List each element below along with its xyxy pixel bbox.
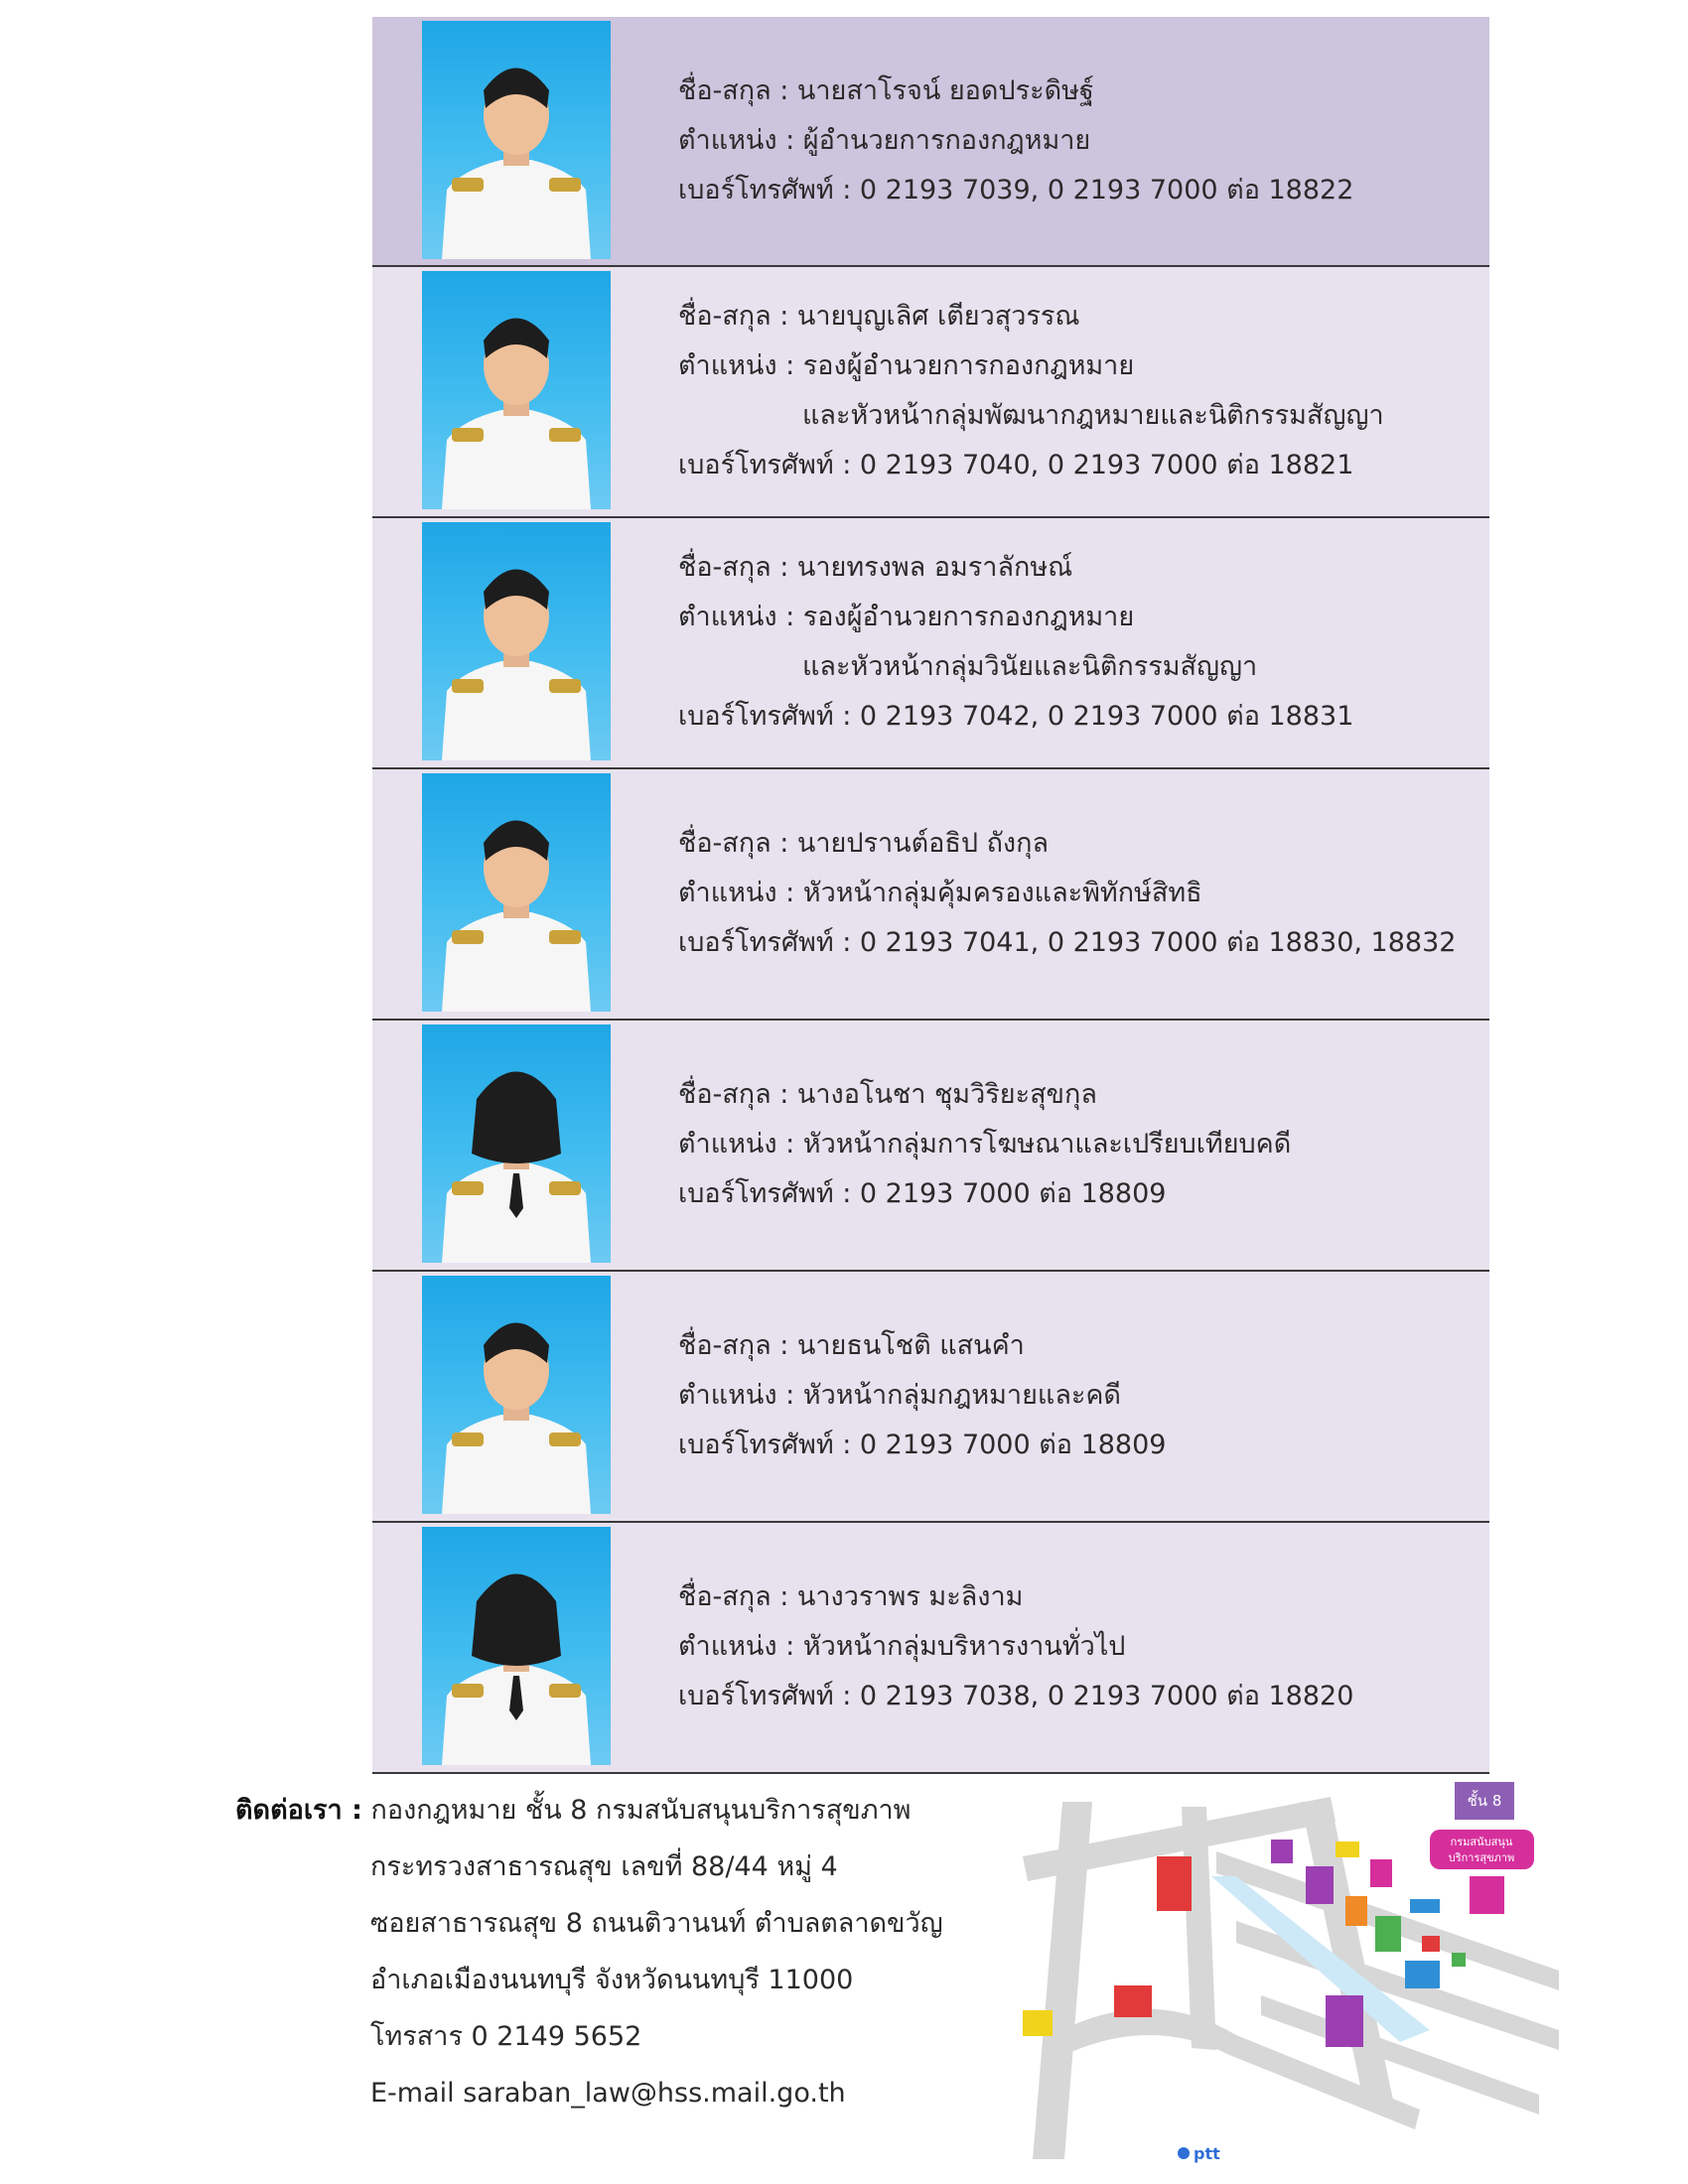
dept-badge-line: กรมสนับสนุน bbox=[1450, 1836, 1513, 1848]
map-hospital-building bbox=[1157, 1856, 1192, 1911]
map-building bbox=[1452, 1953, 1466, 1967]
staff-photo bbox=[422, 773, 611, 1012]
staff-position: ตำแหน่ง : รองผู้อำนวยการกองกฎหมาย bbox=[678, 602, 1135, 632]
staff-photo bbox=[422, 1024, 611, 1263]
staff-phone: เบอร์โทรศัพท์ : 0 2193 7000 ต่อ 18809 bbox=[678, 1430, 1167, 1460]
contact-address-line: กระทรวงสาธารณสุข เลขที่ 88/44 หมู่ 4 bbox=[370, 1851, 838, 1882]
map-building bbox=[1306, 1866, 1334, 1904]
staff-name: ชื่อ-สกุล : นายธนโชติ แสนคำ bbox=[678, 1330, 1025, 1361]
map-building bbox=[1326, 1995, 1363, 2047]
map-building bbox=[1405, 1961, 1440, 1988]
map-building bbox=[1345, 1896, 1367, 1926]
staff-name: ชื่อ-สกุล : นายทรงพล อมราลักษณ์ bbox=[678, 552, 1073, 583]
staff-row bbox=[372, 267, 1489, 518]
dept-badge-line: บริการสุขภาพ bbox=[1448, 1851, 1515, 1864]
staff-row bbox=[372, 769, 1489, 1021]
ptt-logo: ptt bbox=[1194, 2144, 1220, 2163]
staff-position-cont: และหัวหน้ากลุ่มพัฒนากฎหมายและนิติกรรมสัญญา bbox=[802, 400, 1384, 431]
map-building bbox=[1422, 1936, 1440, 1952]
staff-position-cont: และหัวหน้ากลุ่มวินัยและนิติกรรมสัญญา bbox=[802, 651, 1258, 682]
staff-info bbox=[678, 819, 1456, 968]
staff-info bbox=[678, 1572, 1353, 1721]
staff-name: ชื่อ-สกุล : นายปรานต์อธิป ถังกุล bbox=[678, 828, 1049, 859]
staff-position: ตำแหน่ง : หัวหน้ากลุ่มการโฆษณาและเปรียบเทียบคดี bbox=[678, 1129, 1292, 1160]
staff-directory-table bbox=[372, 17, 1489, 1774]
staff-photo bbox=[422, 522, 611, 760]
contact-block bbox=[235, 1782, 943, 2121]
contact-address-line: ซอยสาธารณสุข 8 ถนนติวานนท์ ตำบลตลาดขวัญ bbox=[370, 1908, 943, 1939]
staff-row bbox=[372, 1021, 1489, 1272]
staff-row bbox=[372, 1523, 1489, 1774]
staff-row bbox=[372, 17, 1489, 267]
map-building bbox=[1375, 1916, 1401, 1952]
map-building bbox=[1336, 1842, 1359, 1857]
staff-position: ตำแหน่ง : หัวหน้ากลุ่มคุ้มครองและพิทักษ์สิทธิ bbox=[678, 878, 1202, 908]
ptt-drop-icon bbox=[1178, 2147, 1190, 2159]
contact-email: E-mail saraban_law@hss.mail.go.th bbox=[370, 2078, 846, 2109]
staff-position: ตำแหน่ง : รองผู้อำนวยการกองกฎหมาย bbox=[678, 350, 1135, 381]
staff-row bbox=[372, 1272, 1489, 1523]
staff-photo bbox=[422, 1527, 611, 1765]
staff-position: ตำแหน่ง : หัวหน้ากลุ่มกฎหมายและคดี bbox=[678, 1380, 1121, 1411]
staff-position: ตำแหน่ง : หัวหน้ากลุ่มบริหารงานทั่วไป bbox=[678, 1631, 1126, 1662]
staff-name: ชื่อ-สกุล : นางวราพร มะลิงาม bbox=[678, 1581, 1024, 1612]
location-map bbox=[1003, 1782, 1574, 2169]
contact-label: ติดต่อเรา : bbox=[235, 1795, 362, 1826]
contact-address-line: อำเภอเมืองนนทบุรี จังหวัดนนทบุรี 11000 bbox=[370, 1965, 854, 1995]
contact-address-line: กองกฎหมาย ชั้น 8 กรมสนับสนุนบริการสุขภาพ bbox=[370, 1795, 912, 1826]
staff-photo bbox=[422, 21, 611, 259]
map-building bbox=[1023, 2010, 1053, 2036]
staff-phone: เบอร์โทรศัพท์ : 0 2193 7038, 0 2193 7000 ต่อ 18820 bbox=[678, 1681, 1354, 1711]
staff-phone: เบอร์โทรศัพท์ : 0 2193 7042, 0 2193 7000 ต่อ 18831 bbox=[678, 701, 1354, 732]
floor-badge-label: ชั้น 8 bbox=[1467, 1792, 1502, 1810]
staff-phone: เบอร์โทรศัพท์ : 0 2193 7041, 0 2193 7000 ต่อ 18830, 18832 bbox=[678, 927, 1457, 958]
staff-phone: เบอร์โทรศัพท์ : 0 2193 7039, 0 2193 7000 ต่อ 18822 bbox=[678, 175, 1354, 205]
contact-fax: โทรสาร 0 2149 5652 bbox=[370, 2021, 642, 2052]
staff-info bbox=[678, 292, 1384, 490]
map-building bbox=[1271, 1840, 1293, 1863]
staff-row bbox=[372, 518, 1489, 769]
staff-info bbox=[678, 1321, 1166, 1470]
map-building bbox=[1370, 1859, 1392, 1887]
map-hospital-building bbox=[1114, 1985, 1152, 2017]
staff-name: ชื่อ-สกุล : นายบุญเลิศ เตียวสุวรรณ bbox=[678, 301, 1080, 332]
map-building bbox=[1410, 1899, 1440, 1913]
staff-photo bbox=[422, 1276, 611, 1514]
staff-phone: เบอร์โทรศัพท์ : 0 2193 7040, 0 2193 7000 ต่อ 18821 bbox=[678, 450, 1354, 480]
map-dept-building bbox=[1470, 1876, 1504, 1914]
staff-position: ตำแหน่ง : ผู้อำนวยการกองกฎหมาย bbox=[678, 125, 1091, 156]
staff-info bbox=[678, 1070, 1291, 1219]
staff-name: ชื่อ-สกุล : นางอโนชา ชุมวิริยะสุขกุล bbox=[678, 1079, 1097, 1110]
staff-info bbox=[678, 67, 1353, 215]
staff-info bbox=[678, 543, 1353, 742]
staff-name: ชื่อ-สกุล : นายสาโรจน์ ยอดประดิษฐ์ bbox=[678, 75, 1094, 106]
staff-photo bbox=[422, 271, 611, 509]
staff-phone: เบอร์โทรศัพท์ : 0 2193 7000 ต่อ 18809 bbox=[678, 1178, 1167, 1209]
